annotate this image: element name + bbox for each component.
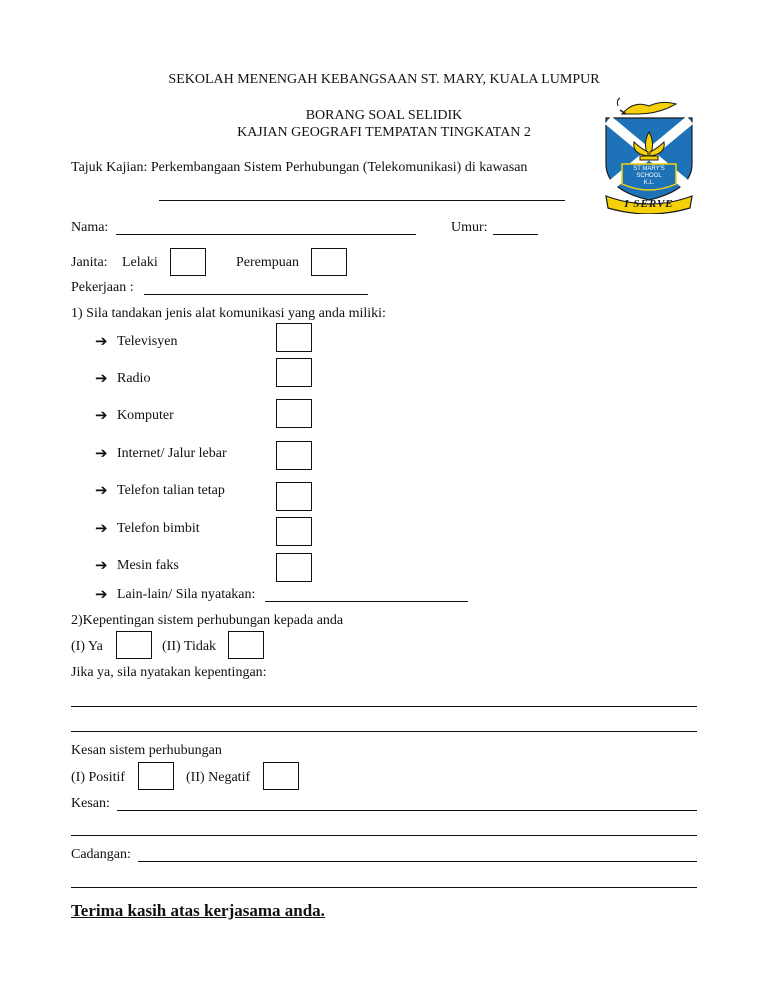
name-field[interactable] bbox=[116, 234, 416, 235]
q1-item-label: Mesin faks bbox=[117, 558, 179, 573]
form-title: BORANG SOAL SELIDIK bbox=[305, 108, 463, 123]
arrow-icon: ➔ bbox=[95, 556, 108, 574]
q3-negative-checkbox[interactable] bbox=[263, 762, 299, 790]
logo-motto: I SERVE bbox=[624, 198, 674, 210]
q1-item-checkbox[interactable] bbox=[276, 358, 312, 387]
female-label: Perempuan bbox=[236, 255, 299, 270]
q1-item-label: Komputer bbox=[117, 408, 174, 423]
job-label: Pekerjaan : bbox=[71, 280, 134, 295]
effect-label: Kesan: bbox=[71, 796, 110, 811]
q1-item-checkbox[interactable] bbox=[276, 482, 312, 511]
q1-item-label: Televisyen bbox=[117, 334, 178, 349]
logo-badge-text bbox=[622, 166, 676, 187]
study-title-row bbox=[71, 160, 527, 176]
study-label: Tajuk Kajian: bbox=[71, 160, 148, 175]
form-subtitle: KAJIAN GEOGRAFI TEMPATAN TINGKATAN 2 bbox=[237, 125, 531, 140]
q1-item-checkbox[interactable] bbox=[276, 441, 312, 470]
q1-item-checkbox[interactable] bbox=[276, 517, 312, 546]
q1-item-label: Telefon talian tetap bbox=[117, 483, 225, 498]
q2-no-label: (II) Tidak bbox=[162, 639, 217, 654]
effect-field-line2[interactable] bbox=[71, 835, 697, 836]
q2-prompt: 2)Kepentingan sistem perhubungan kepada anda bbox=[71, 613, 344, 628]
arrow-icon: ➔ bbox=[95, 406, 108, 424]
q1-prompt: 1) Sila tandakan jenis alat komunikasi yang anda miliki: bbox=[71, 306, 386, 321]
q1-item-label: Internet/ Jalur lebar bbox=[117, 446, 227, 461]
gender-label: Janita: bbox=[71, 255, 108, 270]
q2-followup: Jika ya, sila nyatakan kepentingan: bbox=[71, 665, 267, 680]
suggestion-field[interactable] bbox=[138, 861, 697, 862]
logo-badge-line2: SCHOOL bbox=[636, 173, 662, 179]
arrow-icon: ➔ bbox=[95, 519, 108, 537]
q3-negative-label: (II) Negatif bbox=[186, 770, 251, 785]
age-field[interactable] bbox=[493, 234, 538, 235]
arrow-icon: ➔ bbox=[95, 369, 108, 387]
study-title-line[interactable] bbox=[159, 200, 565, 201]
q1-item-label: Telefon bimbit bbox=[117, 521, 200, 536]
female-checkbox[interactable] bbox=[311, 248, 347, 276]
arrow-icon: ➔ bbox=[95, 332, 108, 350]
suggestion-label: Cadangan: bbox=[71, 847, 131, 862]
q3-positive-label: (I) Positif bbox=[71, 770, 126, 785]
effect-field[interactable] bbox=[117, 810, 697, 811]
q2-yes-checkbox[interactable] bbox=[116, 631, 152, 659]
q2-answer-line[interactable] bbox=[71, 706, 697, 707]
school-crest-icon bbox=[604, 92, 694, 214]
male-label: Lelaki bbox=[122, 255, 158, 270]
thanks-note: Terima kasih atas kerjasama anda. bbox=[71, 901, 325, 920]
job-field[interactable] bbox=[144, 294, 368, 295]
q1-item-checkbox[interactable] bbox=[276, 323, 312, 352]
arrow-icon: ➔ bbox=[95, 481, 108, 499]
q2-answer-line[interactable] bbox=[71, 731, 697, 732]
q1-other-field[interactable] bbox=[265, 601, 468, 602]
arrow-icon: ➔ bbox=[95, 585, 108, 603]
study-title: Perkembangaan Sistem Perhubungan (Telekomunikasi) di kawasan bbox=[150, 160, 528, 175]
q2-no-checkbox[interactable] bbox=[228, 631, 264, 659]
school-name: SEKOLAH MENENGAH KEBANGSAAN ST. MARY, KUALA LUMPUR bbox=[168, 72, 600, 87]
age-label: Umur: bbox=[451, 220, 488, 235]
q3-prompt: Kesan sistem perhubungan bbox=[71, 743, 222, 758]
arrow-icon: ➔ bbox=[95, 444, 108, 462]
name-label: Nama: bbox=[71, 220, 109, 235]
q1-item-label: Radio bbox=[117, 371, 151, 386]
suggestion-field-line2[interactable] bbox=[71, 887, 697, 888]
male-checkbox[interactable] bbox=[170, 248, 206, 276]
q3-positive-checkbox[interactable] bbox=[138, 762, 174, 790]
q1-item-checkbox[interactable] bbox=[276, 553, 312, 582]
q2-yes-label: (I) Ya bbox=[71, 639, 103, 654]
school-logo bbox=[604, 92, 694, 214]
logo-badge-line3: K.L. bbox=[643, 180, 655, 186]
logo-badge-line1: ST MARY'S bbox=[633, 166, 665, 172]
q1-item-checkbox[interactable] bbox=[276, 399, 312, 428]
q1-other-label: Lain-lain/ Sila nyatakan: bbox=[117, 587, 256, 602]
